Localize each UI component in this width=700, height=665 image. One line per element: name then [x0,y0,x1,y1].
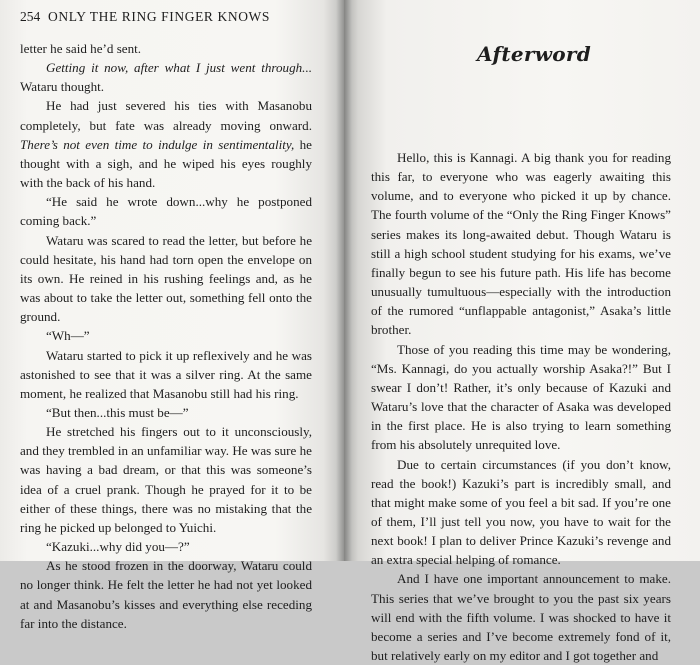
book-title: ONLY THE RING FINGER KNOWS [48,9,270,24]
italic-text: There’s not even time to indulge in sentimentality, [20,136,295,152]
paragraph-text: letter he said he’d sent. [20,41,142,56]
paragraph [371,455,671,570]
paragraph [20,231,312,327]
paragraph-text: As he stood frozen in the doorway, Wataru could no longer think. He felt the letter he had not yet looked at and Masanobu’s kisses and everything else receding far into the distance. [20,558,312,631]
paragraph [20,422,312,537]
afterword-heading: Afterword [477,42,592,66]
paragraph [20,556,312,633]
paragraph [371,148,671,340]
paragraph [20,403,312,422]
paragraph-text: He stretched his fingers out to it unconsciously, and they trembled in an unfamiliar way. He was sure he was having a bad dream, or that this was someone’s idea of a cruel prank. Though he prayed for it to be either of these things, there was no mistaking that the ring he picked up belonged to Yuichi. [20,424,312,535]
paragraph-text: Wataru thought. [20,79,105,95]
paragraph-text: He had just severed his ties with Masanobu completely, but fate was already moving onward. [20,98,312,133]
right-page-body [371,148,671,665]
left-page-body [20,39,312,633]
paragraph-text: Hello, this is Kannagi. A big thank you for reading this far, to everyone who was eagerly awaiting this volume, and to everyone who picked it up by chance. The fourth volume of the “Only the Ring Finger Knows” series makes its long-awaited debut. Though Wataru is still a high school student studying for his exams, we’ve finally begun to see his future path. His life has become unusually tumultuous—especially with the introduction of the rumored “unflappable antagonist,” Asaka’s little brother. [371,150,671,338]
paragraph-text: “He said he wrote down...why he postponed coming back.” [20,194,312,229]
paragraph-text: “Kazuki...why did you—?” [46,539,190,555]
paragraph-text: Those of you reading this time may be wondering, “Ms. Kannagi, do you actually worship Asaka?!” But I swear I don’t! Rather, it’s only because of Kazuki and Wataru’s love that the character of Asaka was developed in the first place. He is also trying to learn something from his absolutely unrequited love. [371,341,671,453]
paragraph-text: he thought with a sigh, and he wiped his eyes roughly with the back of his hand. [20,136,312,191]
paragraph [20,58,312,96]
left-page [0,0,344,631]
paragraph [371,569,671,665]
paragraph-text: Wataru started to pick it up reflexively and he was astonished to see that it was a silver ring. At the same moment, he realized that Masanobu still had his ring. [20,347,312,401]
paragraph [20,346,312,403]
paragraph [371,340,671,455]
paragraph-text: Due to certain circumstances (if you don’t know, read the book!) Kazuki’s part is incredibly small, and that might make some of you feel a bit sad. If you’re one of them, I’ll just tell you now, you have to wait for the next book! I plan to deliver Prince Kazuki’s revenge and an extra special helping of romance. [371,456,671,568]
running-header [20,9,270,25]
paragraph [20,192,312,230]
paragraph [20,326,312,345]
paragraph [20,537,312,556]
paragraph-text: “But then...this must be—” [46,404,189,420]
paragraph-text: And I have one important announcement to make. This series that we’ve brought to you the past six years will end with the fifth volume. I was shocked to have it become a series and I’ve become extremely fond of it, but relatively early on my editor and I got together and [371,571,671,664]
right-page [344,0,700,664]
paragraph-text: “Wh—” [46,328,90,344]
book-gutter [336,0,352,561]
paragraph [20,96,312,192]
paragraph [20,39,312,58]
page-number: 254 [20,9,41,24]
paragraph-text: Wataru was scared to read the letter, but before he could hesitate, his hand had torn open the envelope on its own. He reined in his rushing feelings and, as he was about to take the letter out, something fell onto the ground. [20,232,312,325]
italic-text: Getting it now, after what I just went through... [46,60,312,76]
